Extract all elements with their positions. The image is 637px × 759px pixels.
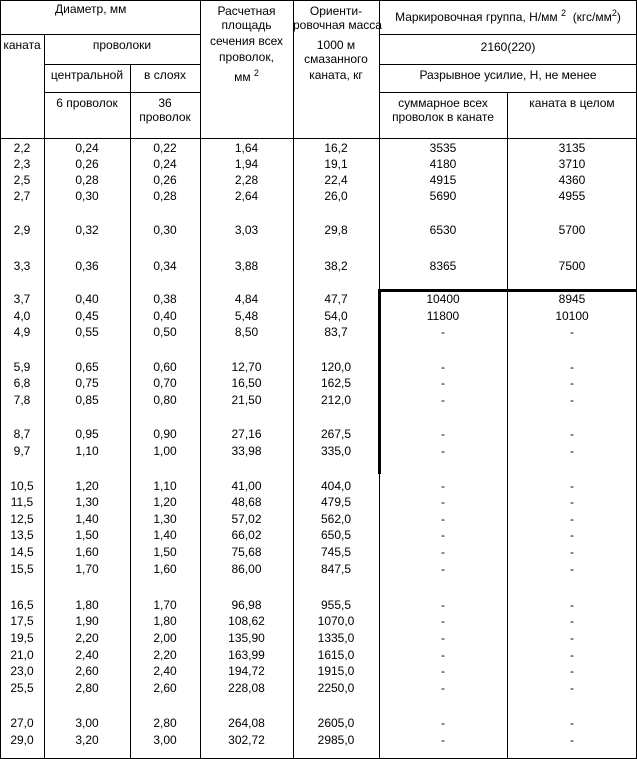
area-cell: 8,50	[234, 325, 259, 339]
mass-cell: 83,7	[324, 325, 348, 339]
header-central: центральной	[50, 68, 124, 82]
central-wire-cell: 1,90	[75, 614, 99, 628]
header-line-breaking	[379, 92, 637, 93]
central-wire-cell: 0,85	[75, 393, 99, 407]
rope-diameter-cell: 2,3	[13, 157, 31, 171]
rope-force-cell: 3135	[558, 141, 586, 155]
central-wire-cell: 1,20	[75, 479, 99, 493]
layer-wire-cell: 1,30	[153, 512, 177, 526]
area-cell: 21,50	[231, 393, 262, 407]
area-cell: 108,62	[228, 614, 265, 628]
rope-force-cell: -	[570, 733, 574, 747]
layer-wire-cell: 1,60	[153, 562, 177, 576]
rope-diameter-cell: 8,7	[13, 427, 31, 441]
central-wire-cell: 0,24	[75, 141, 99, 155]
central-wire-cell: 0,28	[75, 173, 99, 187]
central-wire-cell: 0,95	[75, 427, 99, 441]
layer-wire-cell: 0,50	[153, 325, 177, 339]
mass-cell: 38,2	[324, 259, 348, 273]
central-wire-cell: 0,55	[75, 325, 99, 339]
header-line-diameter	[0, 34, 200, 35]
rope-diameter-cell: 9,7	[13, 444, 31, 458]
layer-wire-cell: 0,80	[153, 393, 177, 407]
central-wire-cell: 1,50	[75, 528, 99, 542]
central-wire-cell: 1,70	[75, 562, 99, 576]
rope-diameter-cell: 21,0	[10, 648, 34, 662]
rope-force-cell: -	[570, 664, 574, 678]
layer-wire-cell: 0,34	[153, 259, 177, 273]
central-wire-cell: 0,45	[75, 309, 99, 323]
header-area-line1: Расчетная	[217, 4, 276, 18]
header-breaking: Разрывное усилие, Н, не менее	[419, 68, 597, 82]
total-force-cell: 10400	[426, 292, 460, 306]
central-wire-cell: 0,36	[75, 259, 99, 273]
total-force-cell: -	[441, 614, 445, 628]
total-force-cell: -	[441, 562, 445, 576]
central-wire-cell: 2,40	[75, 648, 99, 662]
mass-cell: 2605,0	[317, 716, 355, 730]
total-force-cell: -	[441, 664, 445, 678]
rope-diameter-cell: 15,5	[10, 562, 34, 576]
rope-force-cell: -	[570, 325, 574, 339]
total-force-cell: 5690	[429, 189, 457, 203]
header-grade: Маркировочная группа, Н/мм $^2$ $(кгс/мм^2)$	[395, 8, 621, 24]
rope-force-cell: 8945	[558, 292, 586, 306]
total-force-cell: -	[441, 681, 445, 695]
layer-wire-cell: 0,26	[153, 173, 177, 187]
mass-cell: 404,0	[320, 479, 352, 493]
header-area-line2: площадь	[221, 18, 272, 32]
rope-diameter-cell: 2,2	[13, 141, 31, 155]
mass-cell: 19,1	[324, 157, 348, 171]
mass-cell: 2985,0	[317, 733, 355, 747]
mass-cell: 267,5	[320, 427, 352, 441]
header-total-line1: суммарное всех	[398, 96, 488, 110]
area-cell: 302,72	[228, 733, 265, 747]
central-wire-cell: 1,80	[75, 598, 99, 612]
header-line-grade-value	[379, 64, 637, 65]
mass-cell: 29,8	[324, 223, 348, 237]
mass-cell: 1915,0	[317, 664, 355, 678]
total-force-cell: -	[441, 325, 445, 339]
header-thirtysix-line2: проволок	[139, 110, 191, 124]
central-wire-cell: 1,30	[75, 495, 99, 509]
layer-wire-cell: 1,40	[153, 528, 177, 542]
header-mass-line1: Ориенти-	[309, 4, 363, 18]
area-cell: 75,68	[231, 545, 262, 559]
mass-cell: 120,0	[320, 360, 352, 374]
rope-diameter-cell: 25,5	[10, 681, 34, 695]
rope-diameter-cell: 2,5	[13, 173, 31, 187]
rope-force-cell: 4360	[558, 173, 586, 187]
total-force-cell: -	[441, 444, 445, 458]
central-wire-cell: 0,32	[75, 223, 99, 237]
area-cell: 16,50	[231, 376, 262, 390]
mass-cell: 1615,0	[317, 648, 355, 662]
central-wire-cell: 1,40	[75, 512, 99, 526]
rope-diameter-cell: 17,5	[10, 614, 34, 628]
area-cell: 33,98	[231, 444, 262, 458]
rope-diameter-cell: 14,5	[10, 545, 34, 559]
layer-wire-cell: 1,20	[153, 495, 177, 509]
layer-wire-cell: 1,80	[153, 614, 177, 628]
mass-cell: 54,0	[324, 309, 348, 323]
layer-wire-cell: 2,80	[153, 716, 177, 730]
rope-force-cell: -	[570, 716, 574, 730]
area-cell: 5,48	[234, 309, 259, 323]
total-force-cell: -	[441, 733, 445, 747]
header-thirtysix-line1: 36	[158, 96, 172, 110]
rope-diameter-cell: 27,0	[10, 716, 34, 730]
mass-cell: 162,5	[320, 376, 352, 390]
area-cell: 1,64	[234, 141, 259, 155]
mass-cell: 847,5	[320, 562, 352, 576]
rope-diameter-cell: 4,9	[13, 325, 31, 339]
rope-diameter-cell: 12,5	[10, 512, 34, 526]
area-cell: 66,02	[231, 528, 262, 542]
rope-force-cell: 3710	[558, 157, 586, 171]
layer-wire-cell: 2,20	[153, 648, 177, 662]
layer-wire-cell: 2,60	[153, 681, 177, 695]
header-area-line4: проволок,	[219, 50, 274, 64]
rope-force-cell: -	[570, 681, 574, 695]
layer-wire-cell: 1,70	[153, 598, 177, 612]
layer-wire-cell: 2,40	[153, 664, 177, 678]
rope-force-cell: -	[570, 562, 574, 576]
mass-cell: 745,5	[320, 545, 352, 559]
header-area-unit: мм $^2$	[234, 68, 259, 84]
mass-cell: 47,7	[324, 292, 348, 306]
header-wires: проволоки	[92, 38, 152, 52]
total-force-cell: -	[441, 631, 445, 645]
central-wire-cell: 0,26	[75, 157, 99, 171]
central-wire-cell: 0,40	[75, 292, 99, 306]
rope-diameter-cell: 3,7	[13, 292, 31, 306]
layer-wire-cell: 0,70	[153, 376, 177, 390]
rope-force-cell: -	[570, 614, 574, 628]
central-wire-cell: 0,75	[75, 376, 99, 390]
rope-force-cell: -	[570, 545, 574, 559]
area-cell: 194,72	[228, 664, 265, 678]
header-mass-line4: смазанного	[304, 52, 368, 66]
central-wire-cell: 3,00	[75, 716, 99, 730]
rope-force-cell: 5700	[558, 223, 586, 237]
total-force-cell: -	[441, 427, 445, 441]
header-line-wires	[44, 64, 200, 65]
header-mass-line5: каната, кг	[309, 68, 363, 82]
header-diameter: Диаметр, мм	[55, 2, 127, 16]
area-cell: 1,94	[234, 157, 259, 171]
area-cell: 48,68	[231, 495, 262, 509]
rope-force-cell: -	[570, 495, 574, 509]
header-whole-rope: каната в целом	[529, 96, 615, 110]
central-wire-cell: 1,60	[75, 545, 99, 559]
rope-diameter-cell: 3,3	[13, 259, 31, 273]
total-force-cell: -	[441, 479, 445, 493]
layer-wire-cell: 1,50	[153, 545, 177, 559]
rope-diameter-cell: 6,8	[13, 376, 31, 390]
layer-wire-cell: 2,00	[153, 631, 177, 645]
rope-diameter-cell: 19,5	[10, 631, 34, 645]
header-grade-value: 2160(220)	[480, 40, 536, 54]
mass-cell: 1335,0	[317, 631, 355, 645]
rope-diameter-cell: 7,8	[13, 393, 31, 407]
layer-wire-cell: 1,10	[153, 479, 177, 493]
mass-cell: 26,0	[324, 189, 348, 203]
central-wire-cell: 2,20	[75, 631, 99, 645]
layer-wire-cell: 0,90	[153, 427, 177, 441]
area-cell: 12,70	[231, 360, 262, 374]
rope-diameter-cell: 5,9	[13, 360, 31, 374]
rope-diameter-cell: 2,7	[13, 189, 31, 203]
rope-force-cell: -	[570, 360, 574, 374]
total-force-cell: -	[441, 598, 445, 612]
rope-force-cell: -	[570, 528, 574, 542]
mass-cell: 335,0	[320, 444, 352, 458]
rope-force-cell: -	[570, 598, 574, 612]
rope-force-cell: -	[570, 376, 574, 390]
rope-diameter-cell: 10,5	[10, 479, 34, 493]
mass-cell: 479,5	[320, 495, 352, 509]
total-force-cell: -	[441, 545, 445, 559]
mass-cell: 1070,0	[317, 614, 355, 628]
total-force-cell: 4180	[429, 157, 457, 171]
header-mass-line2: ровочная масса	[293, 18, 382, 32]
header-six-wires: 6 проволок	[56, 96, 118, 110]
area-cell: 96,98	[231, 598, 262, 612]
area-cell: 27,16	[231, 427, 262, 441]
central-wire-cell: 0,65	[75, 360, 99, 374]
area-cell: 264,08	[228, 716, 265, 730]
rope-force-cell: -	[570, 648, 574, 662]
central-wire-cell: 3,20	[75, 733, 99, 747]
layer-wire-cell: 0,22	[153, 141, 177, 155]
area-cell: 3,88	[234, 259, 259, 273]
rope-force-cell: -	[570, 393, 574, 407]
area-cell: 2,28	[234, 173, 259, 187]
central-wire-cell: 0,30	[75, 189, 99, 203]
mass-cell: 16,2	[324, 141, 348, 155]
mass-cell: 650,5	[320, 528, 352, 542]
mass-cell: 2250,0	[317, 681, 355, 695]
total-force-cell: 6530	[429, 223, 457, 237]
total-force-cell: 11800	[426, 309, 460, 323]
header-line-wire-counts	[44, 92, 200, 93]
rope-force-cell: 7500	[558, 259, 586, 273]
layer-wire-cell: 0,40	[153, 309, 177, 323]
header-mass-line3: 1000 м	[316, 38, 356, 52]
rope-diameter-cell: 29,0	[10, 733, 34, 747]
rope-diameter-cell: 2,9	[13, 223, 31, 237]
total-force-cell: -	[441, 512, 445, 526]
total-force-cell: 8365	[429, 259, 457, 273]
table-top-border	[0, 0, 637, 1]
layer-wire-cell: 0,60	[153, 360, 177, 374]
rope-force-cell: 10100	[555, 309, 589, 323]
area-cell: 41,00	[231, 479, 262, 493]
layer-wire-cell: 1,00	[153, 444, 177, 458]
layer-wire-cell: 0,24	[153, 157, 177, 171]
rope-force-cell: -	[570, 444, 574, 458]
total-force-cell: -	[441, 716, 445, 730]
mass-cell: 562,0	[320, 512, 352, 526]
total-force-cell: -	[441, 648, 445, 662]
header-bottom-border	[0, 138, 637, 139]
total-force-cell: 3535	[429, 141, 457, 155]
rope-diameter-cell: 13,5	[10, 528, 34, 542]
layer-wire-cell: 3,00	[153, 733, 177, 747]
header-line-grade	[379, 34, 637, 35]
rope-force-cell: 4955	[558, 189, 586, 203]
rope-diameter-cell: 11,5	[10, 495, 34, 509]
total-force-cell: -	[441, 376, 445, 390]
layer-wire-cell: 0,28	[153, 189, 177, 203]
rope-diameter-cell: 16,5	[10, 598, 34, 612]
total-force-cell: -	[441, 528, 445, 542]
total-force-cell: 4915	[429, 173, 457, 187]
central-wire-cell: 1,10	[75, 444, 99, 458]
area-cell: 228,08	[228, 681, 265, 695]
header-area-line3: сечения всех	[209, 34, 283, 48]
rope-force-cell: -	[570, 427, 574, 441]
area-cell: 4,84	[234, 292, 259, 306]
area-cell: 135,90	[228, 631, 265, 645]
layer-wire-cell: 0,38	[153, 292, 177, 306]
rope-force-cell: -	[570, 631, 574, 645]
area-cell: 57,02	[231, 512, 262, 526]
total-force-cell: -	[441, 495, 445, 509]
area-cell: 3,03	[234, 223, 259, 237]
area-cell: 86,00	[231, 562, 262, 576]
rope-diameter-cell: 23,0	[10, 664, 34, 678]
rope-force-cell: -	[570, 512, 574, 526]
total-force-cell: -	[441, 393, 445, 407]
area-cell: 163,99	[228, 648, 265, 662]
mass-cell: 212,0	[320, 393, 352, 407]
header-total-line2: проволок в канате	[392, 110, 494, 124]
central-wire-cell: 2,60	[75, 664, 99, 678]
mass-cell: 955,5	[320, 598, 352, 612]
rope-force-cell: -	[570, 479, 574, 493]
rope-diameter-cell: 4,0	[13, 309, 31, 323]
header-rope: каната	[3, 38, 41, 52]
area-cell: 2,64	[234, 189, 259, 203]
total-force-cell: -	[441, 360, 445, 374]
layer-wire-cell: 0,30	[153, 223, 177, 237]
mass-cell: 22,4	[324, 173, 348, 187]
central-wire-cell: 2,80	[75, 681, 99, 695]
header-in-layers: в слоях	[143, 68, 187, 82]
